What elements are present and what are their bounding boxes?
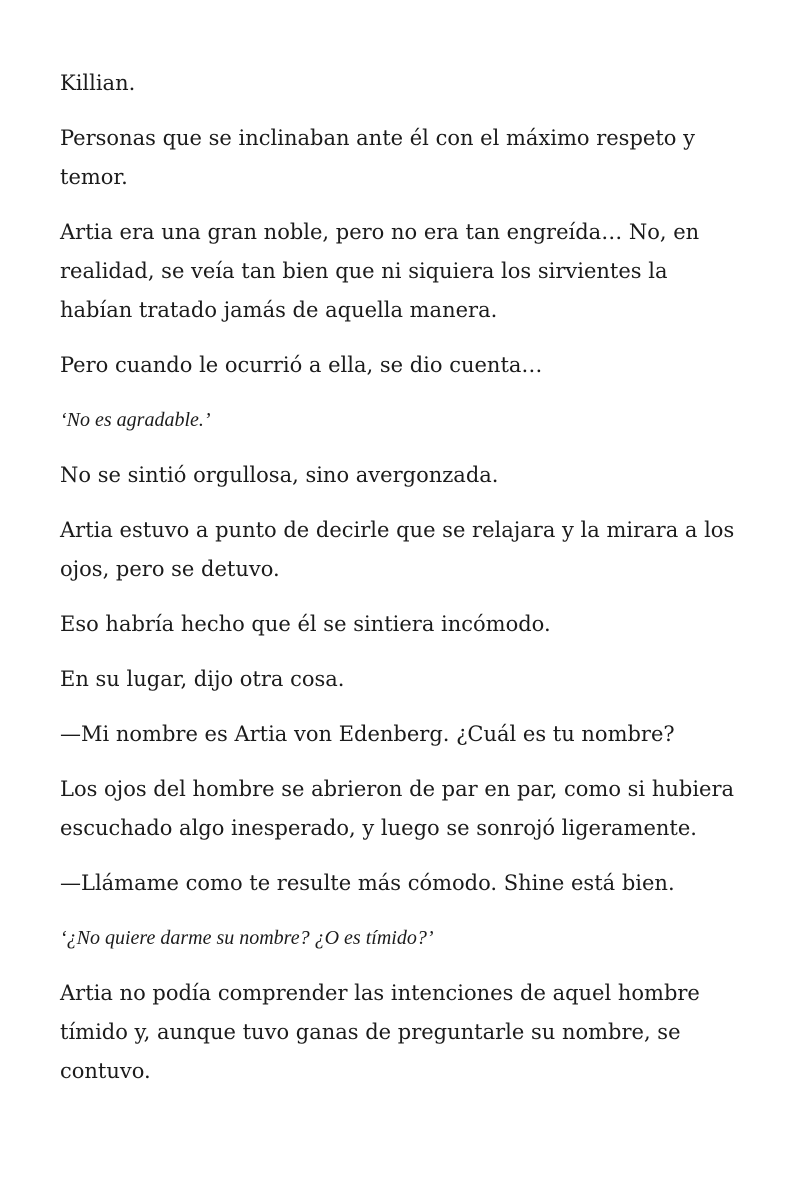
- inner-thought: ‘No es agradable.’: [60, 409, 211, 431]
- document-page: [60, 64, 740, 1107]
- paragraph: Artia estuvo a punto de decirle que se relajara y la mirara a los ojos, pero se detuvo.: [60, 518, 735, 581]
- paragraph: Artia no podía comprender las intenciones de aquel hombre tímido y, aunque tuvo ganas de preguntarle su nombre, se contuvo.: [60, 981, 700, 1083]
- paragraph: En su lugar, dijo otra cosa.: [60, 667, 345, 691]
- paragraph: Personas que se inclinaban ante él con el máximo respeto y temor.: [60, 126, 695, 189]
- dialogue-line: —Mi nombre es Artia von Edenberg. ¿Cuál es tu nombre?: [60, 722, 675, 746]
- dialogue-line: —Llámame como te resulte más cómodo. Shine está bien.: [60, 871, 675, 895]
- paragraph: Eso habría hecho que él se sintiera incómodo.: [60, 612, 551, 636]
- paragraph: Artia era una gran noble, pero no era tan engreída… No, en realidad, se veía tan bien que ni siquiera los sirvientes la habían tratado jamás de aquella manera.: [60, 220, 700, 322]
- paragraph: Killian.: [60, 71, 136, 95]
- paragraph: Los ojos del hombre se abrieron de par en par, como si hubiera escuchado algo inesperado, y luego se sonrojó ligeramente.: [60, 777, 735, 840]
- inner-thought: ‘¿No quiere darme su nombre? ¿O es tímido?’: [60, 927, 434, 949]
- paragraph: No se sintió orgullosa, sino avergonzada.: [60, 463, 499, 487]
- paragraph: Pero cuando le ocurrió a ella, se dio cuenta…: [60, 353, 543, 377]
